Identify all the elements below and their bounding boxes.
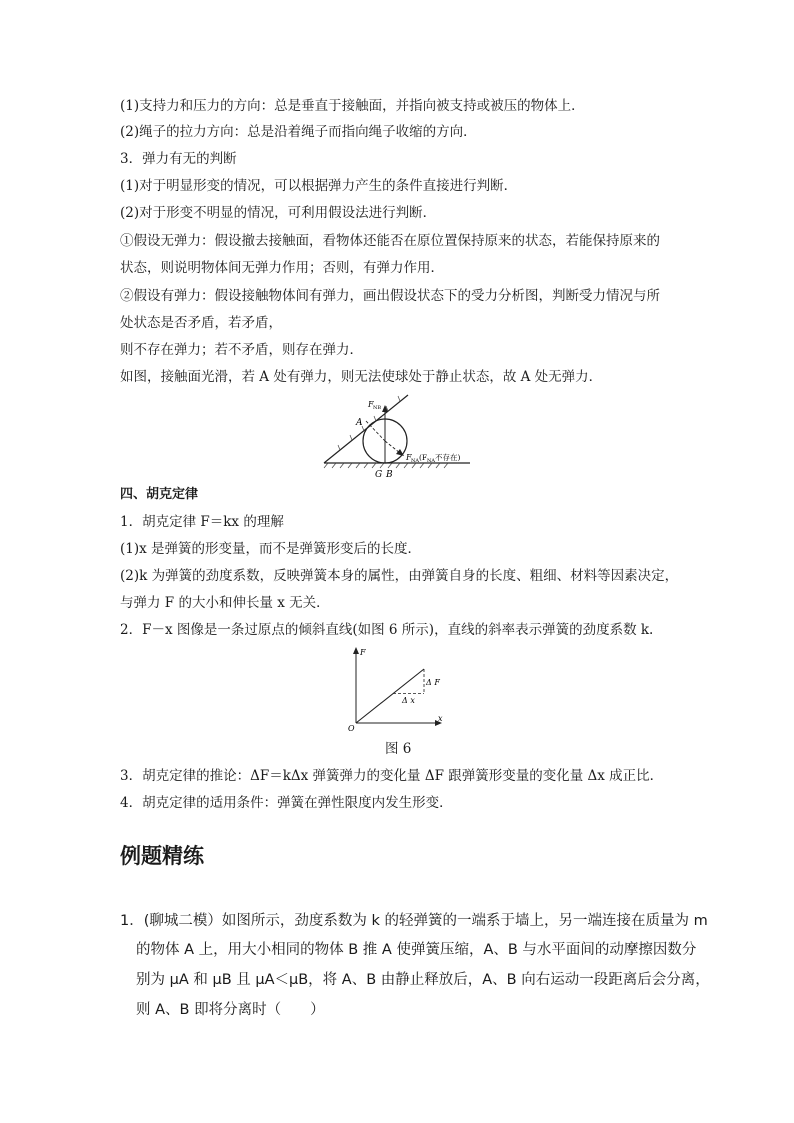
- delta-f-label: Δ F: [426, 678, 440, 687]
- text-line: ②假设有弹力：假设接触物体间有弹力，画出假设状态下的受力分析图，判断受力情况与所: [120, 288, 660, 304]
- label-fna-note-sub: NA: [427, 458, 435, 464]
- text-line: (1)x 是弹簧的形变量，而不是弹簧形变后的长度．: [120, 541, 422, 557]
- text-line: (2)绳子的拉力方向：总是沿着绳子而指向绳子收缩的方向．: [120, 124, 477, 140]
- question-line: 的物体 A 上，用大小相同的物体 B 推 A 使弹簧压缩，A、B 与水平面间的动摩擦因数分: [136, 942, 697, 958]
- text-line: (2)k 为弹簧的劲度系数，反映弹簧本身的属性，由弹簧自身的长度、粗细、材料等因素决定，: [120, 568, 679, 584]
- text-line: 如图，接触面光滑，若 A 处有弹力，则无法使球处于静止状态，故 A 处无弹力．: [120, 369, 603, 385]
- label-fnb: F: [368, 400, 374, 409]
- figure-caption: 图 6: [385, 741, 412, 757]
- text-line: 处状态是否矛盾，若矛盾，: [120, 315, 282, 331]
- text-line: 状态，则说明物体间无弹力作用；否则，有弹力作用．: [120, 260, 444, 276]
- label-g: G: [375, 470, 383, 480]
- question-line: 则 A、B 即将分离时（ ）: [136, 1002, 325, 1018]
- label-fna: F: [406, 453, 412, 462]
- axis-y-label: F: [360, 648, 366, 657]
- text-line: 4．胡克定律的适用条件：弹簧在弹性限度内发生形变．: [120, 795, 453, 811]
- section-heading: 四、胡克定律: [120, 487, 199, 502]
- f-x-graph: [342, 645, 452, 735]
- label-fna-sub: NA: [411, 458, 419, 464]
- ball-incline-figure: [320, 393, 480, 483]
- label-b: B: [386, 470, 393, 480]
- label-fnb-sub: NB: [373, 405, 382, 411]
- label-fna-note: (F: [419, 453, 428, 462]
- text-line: (2)对于形变不明显的情况，可利用假设法进行判断．: [120, 205, 437, 221]
- text-line: 则不存在弹力；若不矛盾，则存在弹力．: [120, 342, 363, 358]
- text-line: 1．胡克定律 F＝kx 的理解: [120, 514, 284, 530]
- text-line: 3．胡克定律的推论：ΔF＝kΔx 弹簧弹力的变化量 ΔF 跟弹簧形变量的变化量 Δx 成正比．: [120, 768, 664, 784]
- axis-x-label: x: [438, 714, 443, 723]
- question-line: 别为 μA 和 μB 且 μA＜μB，将 A、B 由静止释放后，A、B 向右运动一段距离后会分离，: [136, 972, 710, 988]
- text-line: 2．F－x 图像是一条过原点的倾斜直线(如图 6 所示)，直线的斜率表示弹簧的劲度系数 k.: [120, 622, 654, 638]
- text-line: (1)对于明显形变的情况，可以根据弹力产生的条件直接进行判断．: [120, 178, 518, 194]
- text-line: (1)支持力和压力的方向：总是垂直于接触面，并指向被支持或被压的物体上．: [120, 98, 585, 114]
- origin-label: O: [348, 724, 355, 733]
- text-line: ①假设无弹力：假设撤去接触面，看物体还能否在原位置保持原来的状态，若能保持原来的: [120, 233, 660, 249]
- delta-x-label: Δ x: [402, 696, 415, 705]
- question-line: 1．(聊城二模）如图所示，劲度系数为 k 的轻弹簧的一端系于墙上，另一端连接在质量为 m: [120, 913, 708, 929]
- example-heading: 例题精练: [120, 844, 204, 868]
- text-line: 与弹力 F 的大小和伸长量 x 无关．: [120, 595, 330, 611]
- text-line: 3．弹力有无的判断: [120, 151, 237, 167]
- label-fna-note-end: 不存在): [435, 453, 461, 462]
- label-a: A: [356, 418, 363, 428]
